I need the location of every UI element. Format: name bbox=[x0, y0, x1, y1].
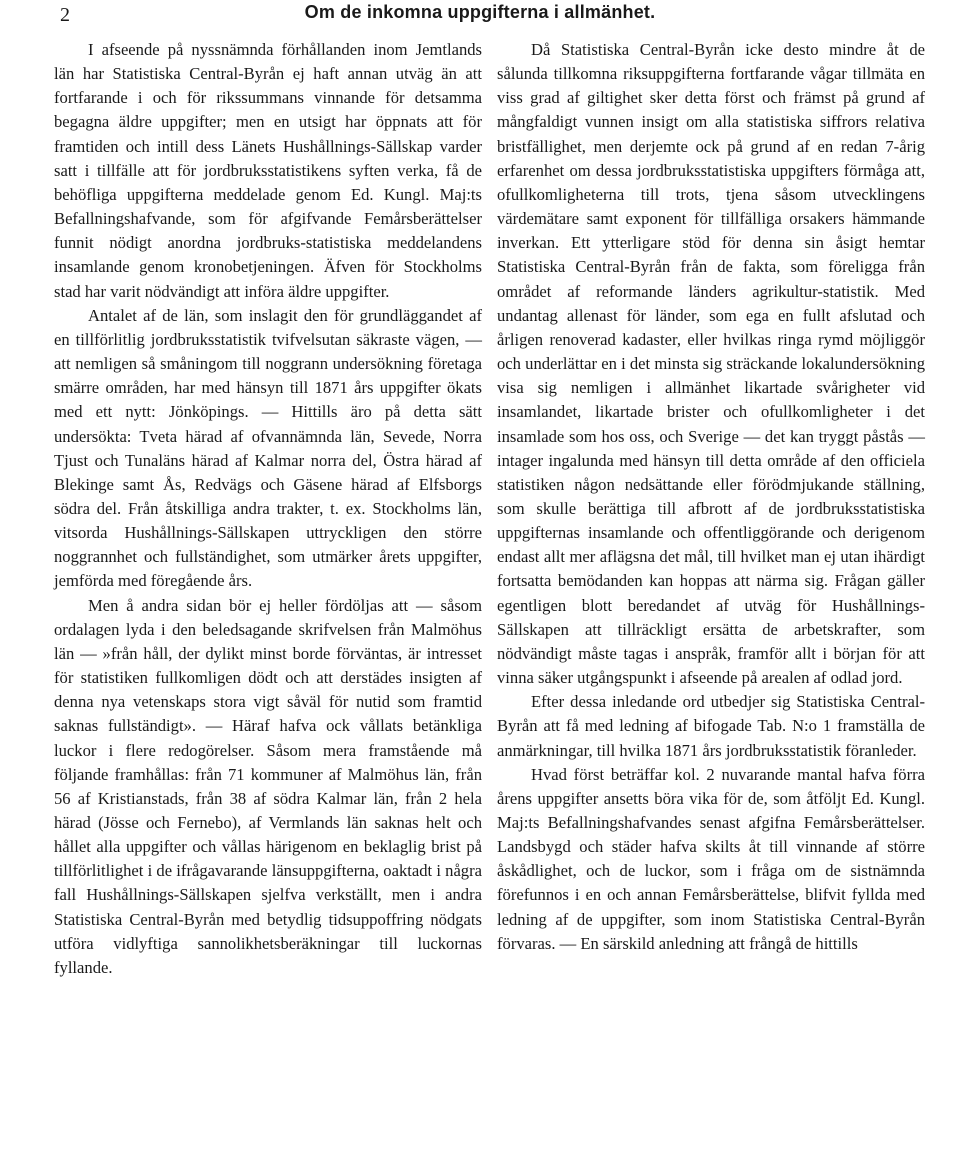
paragraph: Hvad först beträffar kol. 2 nuvarande mantal hafva förra årens uppgifter ansetts böra vika för de, som åtföljt Ed. Kungl. Maj:ts Befallningshafvandes senast afgifna Femårsberättelser. Landsbygd och städer hafva skilts åt till vinnande af större åskådlighet, och de luckor, som i fråga om de sistnämnda förefunnos i en och annan Femårsberättelse, blifvit fyllda med ledning af de uppgifter, som inom Statistiska Central-Byrån förvaras. — En särskild anledning att frångå de hittills bbox=[497, 764, 925, 953]
paragraph: I afseende på nyssnämnda förhållanden inom Jemtlands län har Statistiska Central-Byrån ej haft annan utväg än att fortfarande i och för rikssummans vinnande för detsamma begagna äldre uppgifter; men en utsigt har öppnats att för framtiden och intill dess Länets Hushållnings-Sällskap varder satt i tillfälle att för jordbruksstatistikens syften verka, få de behöfliga uppgifterna meddelade genom Ed. Kungl. Maj:ts Befallningshafvande, som för afgifvande Femårsberättelser funnit nödigt anordna jordbruks-statistiska meddelandens insamlande genom kronobetjeningen. Äfven för Stockholms stad har varit nödvändigt att införa äldre uppgifter. bbox=[54, 40, 482, 301]
left-column bbox=[54, 38, 482, 980]
paragraph: Då Statistiska Central-Byrån icke desto mindre åt de sålunda tillkomna riksuppgifterna fortfarande vågar tillmäta en viss grad af giltighet sker detta först och främst på grund af mångfaldigt vunnen insigt om alla statistiska siffrors relativa bristfällighet, men derjemte ock på grund af en redan 7-årig erfarenhet om dessa jordbruksstatistiska uppgifters förmåga att, ofullkomligheterna till trots, tjena såsom utvecklingens värdemätare samt exponent för tillfälliga orsakers hämmande inverkan. Ett ytterligare stöd för denna sin åsigt hemtar Statistiska Central-Byrån från de fakta, som föreligga från området af reformande länders agrikultur-statistik. Med undantag allenast för länder, som ega en fullt afslutad och årligen renoverad kadaster, eller hvilkas ringa rymd möjliggör och underlättar en i det minsta sig sträckande lokalundersökning visa sig nemligen i allmänhet likartade svårigheter vid insamlandet, likartade brister och ofullkomligheter i det insamlade som hos oss, och Sverige — det kan tryggt påstås — intager ingalunda med hänsyn till detta område af den officiela statistiken någon nedsättande eller förödmjukande ställning, som skulle berättiga till afbrott af de jordbruksstatistiska uppgifternas insamlande och offentliggörande och derigenom endast allt mer aflägsna det mål, till hvilket man ej utan ihärdigt fortsatta bemödanden kan hoppas att närma sig. Frågan gäller egentligen blott beredandet af utväg för Hushållnings-Sällskapen att tillräckligt ersätta de arbetskrafter, som nödvändigt måste tagas i anspråk, framför allt i början för att vinna säker utgångspunkt i afseende på arealen af odlad jord. bbox=[497, 40, 925, 688]
running-title: Om de inkomna uppgifterna i allmänhet. bbox=[304, 2, 656, 22]
paragraph: Men å andra sidan bör ej heller fördöljas att — såsom ordalagen lyda i den beledsagande skrifvelsen från Malmöhus län — »från håll, der dylikt minst borde förväntas, är intresset för statistiken fullkomligen dödt och att derstädes insigten af denna nya vetenskaps stora vigt såväl för nutid som framtid saknas fullständigt». — Häraf hafva ock vållats betänkliga luckor i flere redogörelser. Såsom mera framstående må följande framhållas: från 71 kommuner af Malmöhus län, från 56 af Kristianstads, från 38 af södra Kalmar län, från 2 hela härad (Jösse och Fernebo), af Vermlands län saknas helt och hållet alla uppgifter och vållas härigenom en beklaglig brist på tillförlitlighet i de ifrågavarande länsuppgifterna, oaktadt i några fall Hushållnings-Sällskapen sjelfva verkställt, men i andra Statistiska Central-Byrån med betydlig tidsuppoffring nödgats utföra vidlyftiga sannolikhetsberäkningar till luckornas fyllande. bbox=[54, 595, 482, 977]
right-column bbox=[497, 38, 925, 956]
paragraph: Efter dessa inledande ord utbedjer sig Statistiska Central-Byrån att få med ledning af bifogade Tab. N:o 1 framställa de anmärkningar, till hvilka 1871 års jordbruksstatistik föranleder. bbox=[497, 692, 925, 760]
paragraph: Antalet af de län, som inslagit den för grundläggandet af en tillförlitlig jordbruksstatistik tvifvelsutan säkraste vägen, — att nemligen så småningom till noggrann undersökning företaga smärre områden, har med hänsyn till 1871 års uppgifter ökats med ett nytt: Jönköpings. — Hittills äro på detta sätt undersökta: Tveta härad af ofvannämnda län, Sevede, Norra Tjust och Tunaläns härad af Kalmar norra del, Östra härad af Blekinge samt Ås, Redvägs och Gäsene härad af Elfsborgs södra del. Från åtskilliga andra trakter, t. ex. Stockholms län, vitsorda Hushållnings-Sällskapen uttryckligen den större noggrannhet och fullständighet, som utmärker årets uppgifter, jemförda med föregående års. bbox=[54, 305, 482, 591]
page-number: 2 bbox=[60, 4, 70, 26]
